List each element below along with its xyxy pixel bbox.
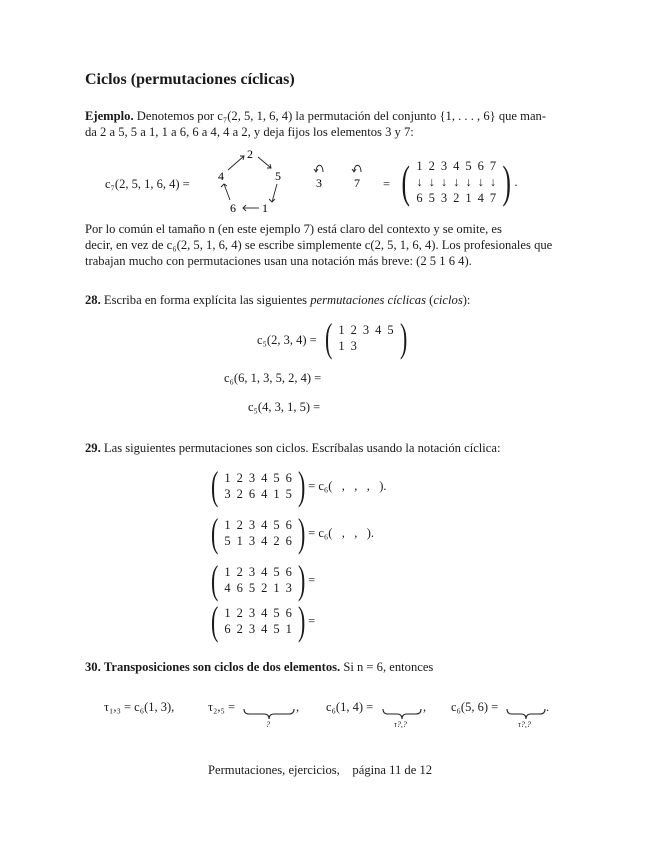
example-para-2: decir, en vez de c₆(2, 5, 1, 6, 4) se escribe simplemente c(2, 5, 1, 6, 4). Los profesionales que	[85, 238, 553, 252]
ex29-rhs-2: = c₆( , , ).	[308, 525, 375, 540]
ex30-t2-underbrace	[243, 708, 295, 720]
ex28-eq2: c₆(6, 1, 3, 5, 2, 4) =	[224, 371, 322, 385]
ex29-matrix-3: ( 1 2 3 4 5 6 4 6 5 2 1 3 ) =	[210, 557, 316, 602]
ex28-statement: 28. Escriba en forma explícita las siguientes permutaciones cíclicas (ciclos):	[85, 293, 471, 307]
ex30-t3-end: ,	[423, 700, 427, 714]
ex30-statement: 30. Transposiciones son ciclos de dos elementos. Si n = 6, entonces	[85, 660, 434, 674]
ex30-t3-underbrace	[382, 708, 422, 720]
ex29-number: 29.	[85, 441, 101, 455]
ex30-t4-underbrace	[506, 708, 546, 720]
example-para-3: trabajan mucho con permutaciones usan una notación más breve: (2 5 1 6 4).	[85, 254, 472, 268]
example-line-2: da 2 a 5, 5 a 1, 1 a 6, 6 a 4, 4 a 2, y deja fijos los elementos 3 y 7:	[85, 125, 414, 139]
ex28-eq3: c₅(4, 3, 1, 5) =	[248, 400, 321, 414]
example-matrix: ( 1 2 3 4 5 6 7 ↓ ↓ ↓ ↓ ↓ ↓ ↓ 6 5 3 2 1 4 7 ) .	[401, 156, 518, 207]
cycle-node-1: 1	[262, 201, 268, 215]
ex30-t1: τ₁,₃ = c₆(1, 3),	[104, 700, 175, 714]
ex28-number: 28.	[85, 293, 101, 307]
ex30-t3: c₆(1, 4) =	[326, 700, 374, 714]
cycle-node-2: 2	[247, 147, 253, 161]
example-period: .	[514, 174, 518, 189]
cycle-node-5: 5	[275, 169, 281, 183]
ex29-rhs-1: = c₆( , , , ).	[308, 478, 387, 493]
ex29-matrix-1: ( 1 2 3 4 5 6 3 2 6 4 1 5 ) = c₆( , , , ).	[210, 463, 387, 508]
ex29-rhs-4: =	[308, 613, 316, 628]
example-line1-text: Denotemos por c₇(2, 5, 1, 6, 4) la permutación del conjunto {1, . . . , 6} que man-	[136, 109, 547, 123]
ex28-eq1-lhs: c₅(2, 3, 4) =	[257, 333, 317, 347]
example-label: Ejemplo.	[85, 109, 134, 123]
ex30-t4: c₆(5, 6) =	[451, 700, 499, 714]
ex30-t4-under: τ?,?	[518, 720, 531, 729]
ex29-statement: 29. Las siguientes permutaciones son ciclos. Escríbalas usando la notación cíclica:	[85, 441, 501, 455]
example-line-1	[85, 108, 546, 124]
ex29-matrix-2: ( 1 2 3 4 5 6 5 1 3 4 2 6 ) = c₆( , , ).	[210, 510, 375, 555]
fixed-3: 3	[316, 176, 322, 190]
ex30-t2-end: ,	[296, 700, 300, 714]
ex30-t2: τ₂,₅ =	[208, 700, 236, 714]
example-equals: =	[383, 177, 391, 191]
fixed-point-3	[310, 160, 330, 190]
page-footer: Permutaciones, ejercicios, página 11 de 12	[208, 763, 433, 777]
example-para-1: Por lo común el tamaño n (en este ejemplo 7) está claro del contexto y se omite, es	[85, 222, 502, 236]
cycle-node-6: 6	[230, 201, 236, 215]
cycle-node-4: 4	[218, 169, 224, 183]
ex30-t4-end: .	[546, 700, 550, 714]
ex28-eq1-matrix: ( 1 2 3 4 5 1 3 )	[324, 315, 407, 360]
ex29-matrix-4: ( 1 2 3 4 5 6 6 2 3 4 5 1 ) =	[210, 598, 316, 643]
ex29-rhs-3: =	[308, 572, 316, 587]
ex30-bold-text: Transposiciones son ciclos de dos elementos.	[103, 660, 341, 674]
cycle-diagram	[212, 144, 307, 219]
ex30-t3-under: τ?,?	[394, 720, 407, 729]
example-lhs: c₇(2, 5, 1, 6, 4) =	[105, 177, 190, 191]
fixed-point-7	[348, 160, 368, 190]
fixed-7: 7	[354, 176, 360, 190]
section-title: Ciclos (permutaciones cíclicas)	[85, 71, 295, 88]
ex30-t2-under: ?	[266, 720, 270, 729]
ex30-number: 30.	[85, 660, 101, 674]
